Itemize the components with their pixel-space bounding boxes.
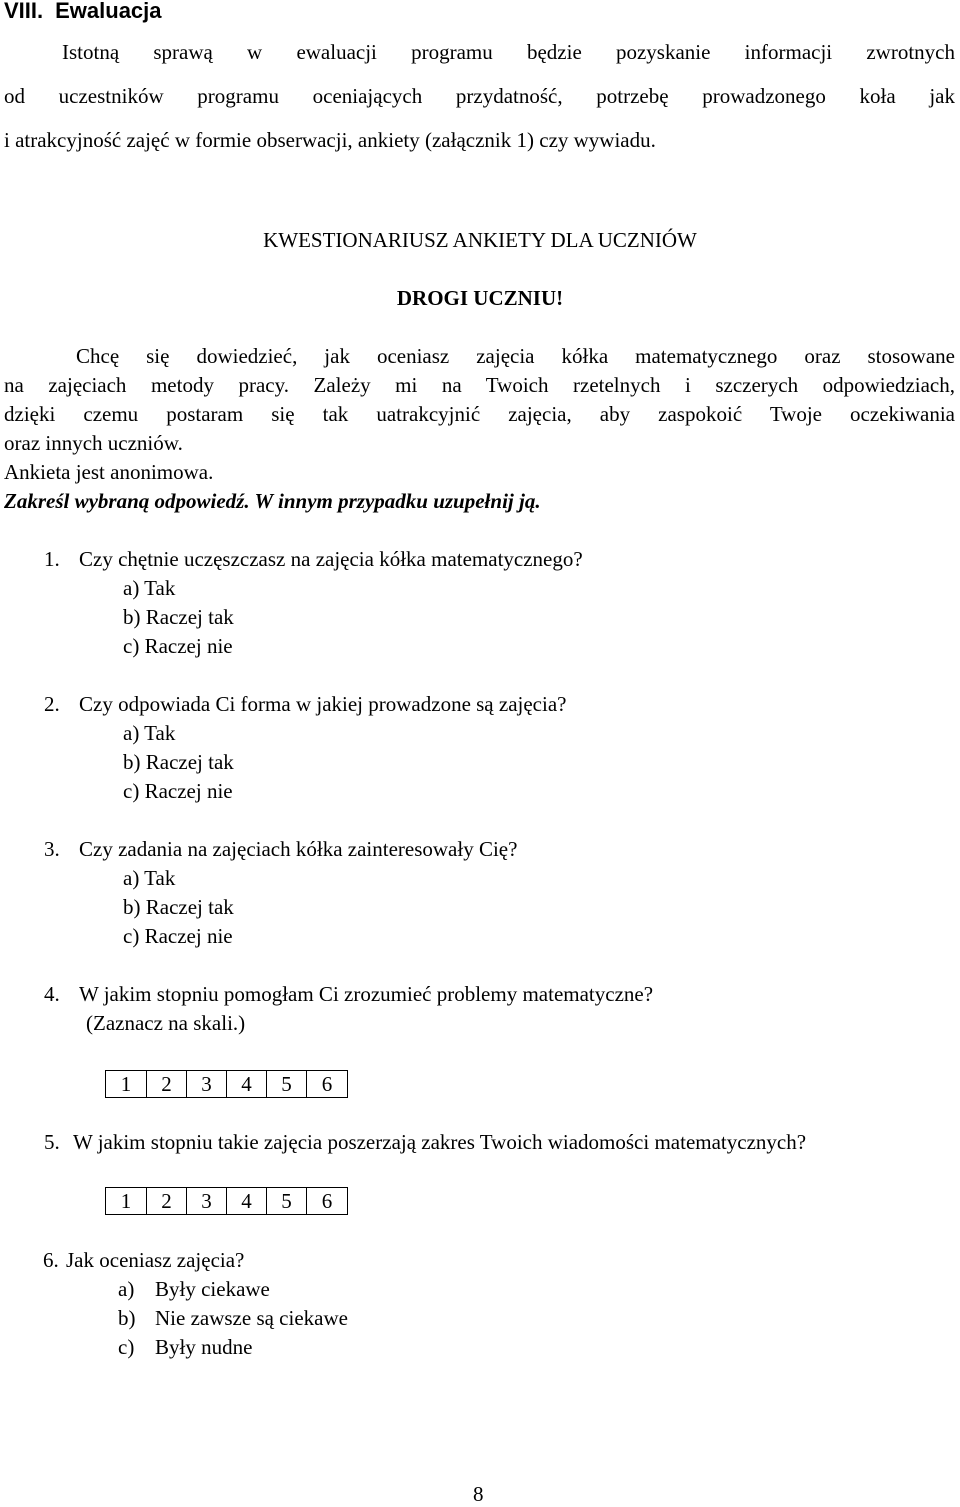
scale-cell[interactable]: 3 <box>187 1188 227 1215</box>
question-1-option-a[interactable]: a) Tak <box>123 576 176 600</box>
intro-line-3: i atrakcyjność zajęć w formie obserwacji, ankiety (załącznik 1) czy wywiadu. <box>4 128 656 152</box>
scale-cell[interactable]: 4 <box>227 1188 267 1215</box>
scale-cell[interactable]: 6 <box>307 1188 348 1215</box>
intro-line-2: od uczestników programu oceniających przydatność, potrzebę prowadzonego koła jak <box>4 84 955 108</box>
question-4-scale <box>105 1070 348 1098</box>
question-2-number: 2. <box>44 692 60 716</box>
question-4-number: 4. <box>44 982 60 1006</box>
question-3-option-b[interactable]: b) Raczej tak <box>123 895 234 919</box>
question-2-option-b[interactable]: b) Raczej tak <box>123 750 234 774</box>
question-2-option-c[interactable]: c) Raczej nie <box>123 779 233 803</box>
scale-cell[interactable]: 5 <box>267 1071 307 1098</box>
scale-cell[interactable]: 2 <box>147 1071 187 1098</box>
question-2-text: Czy odpowiada Ci forma w jakiej prowadzone są zajęcia? <box>79 692 567 716</box>
section-number: VIII. <box>4 0 44 23</box>
question-1-option-c[interactable]: c) Raczej nie <box>123 634 233 658</box>
page-number: 8 <box>473 1482 484 1506</box>
question-6-option-b[interactable]: Nie zawsze są ciekawe <box>155 1306 348 1330</box>
scale-cell[interactable]: 2 <box>147 1188 187 1215</box>
section-title: Ewaluacja <box>55 0 162 23</box>
question-6-option-b-letter: b) <box>118 1306 136 1330</box>
question-6-option-c[interactable]: Były nudne <box>155 1335 253 1359</box>
question-3-number: 3. <box>44 837 60 861</box>
question-6-option-c-letter: c) <box>118 1335 135 1359</box>
scale-cell[interactable]: 4 <box>227 1071 267 1098</box>
body-line-3: dzięki czemu postaram się tak uatrakcyjnić zajęcia, aby zaspokoić Twoje oczekiwania <box>4 402 955 426</box>
body-line-5: Ankieta jest anonimowa. <box>4 460 214 484</box>
question-5-scale <box>105 1187 348 1215</box>
question-2-option-a[interactable]: a) Tak <box>123 721 176 745</box>
body-line-1: Chcę się dowiedzieć, jak oceniasz zajęcia kółka matematycznego oraz stosowane <box>76 344 955 368</box>
question-6-option-a-letter: a) <box>118 1277 135 1301</box>
questionnaire-title: KWESTIONARIUSZ ANKIETY DLA UCZNIÓW <box>263 228 697 252</box>
question-4-text: W jakim stopniu pomogłam Ci zrozumieć problemy matematyczne? <box>79 982 654 1006</box>
question-1-text: Czy chętnie uczęszczasz na zajęcia kółka matematycznego? <box>79 547 583 571</box>
question-1-number: 1. <box>44 547 60 571</box>
question-6-option-a[interactable]: Były ciekawe <box>155 1277 270 1301</box>
greeting: DROGI UCZNIU! <box>396 286 564 310</box>
question-6-text: Jak oceniasz zajęcia? <box>66 1248 245 1272</box>
body-line-4: oraz innych uczniów. <box>4 431 183 455</box>
scale-cell[interactable]: 1 <box>106 1071 147 1098</box>
intro-line-1: Istotną sprawą w ewaluacji programu będzie pozyskanie informacji zwrotnych <box>62 40 955 64</box>
question-3-option-c[interactable]: c) Raczej nie <box>123 924 233 948</box>
question-3-option-a[interactable]: a) Tak <box>123 866 176 890</box>
question-5-text: W jakim stopniu takie zajęcia poszerzają zakres Twoich wiadomości matematycznych? <box>73 1130 807 1154</box>
question-1-option-b[interactable]: b) Raczej tak <box>123 605 234 629</box>
question-3-text: Czy zadania na zajęciach kółka zainteresowały Cię? <box>79 837 518 861</box>
scale-cell[interactable]: 1 <box>106 1188 147 1215</box>
body-line-2: na zajęciach metody pracy. Zależy mi na Twoich rzetelnych i szczerych odpowiedziach, <box>4 373 955 397</box>
question-6-number: 6. <box>43 1248 59 1272</box>
scale-cell[interactable]: 3 <box>187 1071 227 1098</box>
scale-cell[interactable]: 5 <box>267 1188 307 1215</box>
question-5-number: 5. <box>44 1130 60 1154</box>
question-4-note: (Zaznacz na skali.) <box>86 1011 246 1035</box>
section-heading <box>4 0 162 24</box>
scale-cell[interactable]: 6 <box>307 1071 348 1098</box>
instruction: Zakreśl wybraną odpowiedź. W innym przypadku uzupełnij ją. <box>4 489 541 513</box>
